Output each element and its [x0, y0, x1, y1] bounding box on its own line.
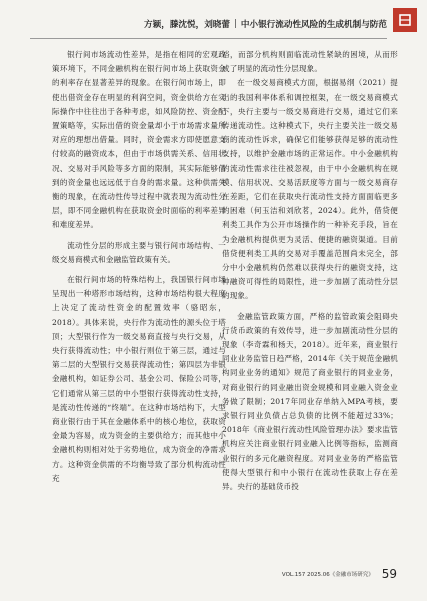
right-column: [222, 48, 398, 494]
paragraph: 裕，而部分机构则面临流动性紧缺的困境，从而形成了明显的流动性分层现象。: [222, 50, 398, 74]
running-header: [0, 14, 387, 34]
paragraph: 银行间市场流动性差异，是指在相同的宏观政策环境下，不同金融机构在银行间市场上获取资金的利率存在显著差异的现象。在银行间市场上，即使出借资金存在明显的利润空间，资金供给方在实际操作中往往出于各种考虑，如风险防控、资金配置策略等，实际出借的资金量却小于市场需求量所对应的理想出借量。同时，资金需求方即使愿意支付较高的融资成本，但由于市场供需关系、信用状况、交易对手风险等多方面的限制，其实际能够借到的资金量也远远低于自身的需求量。这种供需失衡的现象，在流动性传导过程中就表现为流动性分层，即不同金融机构在获取资金时面临的利率差异和难度差异。: [52, 50, 226, 230]
left-column: [52, 48, 226, 486]
header-separator: |: [233, 19, 237, 29]
page-number: 59: [381, 567, 397, 581]
header-title: 中小银行流动性风险的生成机制与防范: [240, 20, 387, 30]
logo-glyph-icon: [397, 12, 413, 28]
header-authors: 方颖，滕沈悦，刘晓蕾: [144, 20, 230, 30]
paragraph: 流动性分层的形成主要与银行间市场结构、一级交易商模式和金融监管政策有关。: [52, 240, 226, 264]
header-rule: [30, 38, 387, 39]
paragraph: 金融监管政策方面，严格的监管政策会阻碍央行货币政策的有效传导，进一步加剧流动性分层的现象（李奇霖和杨天，2018）。近年来，商业银行同业业务监管日趋严格，2014年《关于规范金融机构同业业务的通知》规范了商业银行的同业业务，对商业银行的同业融出资金规模和同业融入资金业务做了限制；2017年同业存单纳入MPA考核，要求银行同业负债占总负债的比例不能超过33%；2018年《商业银行流动性风险管理办法》要求监管机构应关注商业银行同业融入比例等指标，监测商业银行的多元化融资程度。对同业业务的严格监管使得大型银行和中小银行在流动性获取上存在差异。央行的基础货币投: [222, 311, 398, 492]
paragraph: 在一级交易商模式方面，根据易纲（2021）提出的我国利率体系和调控框架，在一级交易商模式下，央行主要与一级交易商进行交易，通过它们来传递流动性。这种模式下，央行主要关注一级交易商的流动性诉求，确保它们能够获得足够的流动性支持，以维护金融市场的正常运作。中小金融机构的流动性需求往往被忽视，由于中小金融机构在规模、信用状况、交易活跃度等方面与一级交易商存在差距，它们在获取央行流动性支持方面面临更多的困难（何玉洁和刘欣茗，2024）。此外，借贷便利类工具作为公开市场操作的一种补充手段，旨在为金融机构提供更为灵活、便捷的融资渠道。目前借贷便利类工具的交易对手覆盖范围尚未完全，部分中小金融机构仍然难以获得央行的融资支持，这种融资可得性的局限性，进一步加剧了流动性分层的现象。: [222, 78, 398, 301]
journal-logo-icon: [393, 8, 417, 32]
page-footer: [282, 567, 397, 581]
journal-info: VOL.157 2025.06《金融市场研究》: [281, 572, 374, 578]
paragraph: 在银行间市场的特殊结构上，我国银行间市场呈现出一种塔形市场结构，这种市场结构很大程度上决定了流动性资金的配置效率（骆昭东，2018）。具体来说，央行作为流动性的源头位于塔顶；大型银行作为一级交易商直接与央行交易，从央行获得流动性；中小银行则位于第三层，通过与第二层的大型银行交易获得流动性；第四层为非银金融机构，如证券公司、基金公司、保险公司等，它们通常从第三层的中小型银行获得流动性支持，是流动性传递的“终端”。在这种市场结构下，大型商业银行由于其在金融体系中的核心地位，获取资金最为容易，成为资金的主要供给方；而其他中小金融机构则相对处于劣势地位，成为资金的净需求方。这种资金供需的不均衡导致了部分机构流动性充: [52, 275, 226, 483]
